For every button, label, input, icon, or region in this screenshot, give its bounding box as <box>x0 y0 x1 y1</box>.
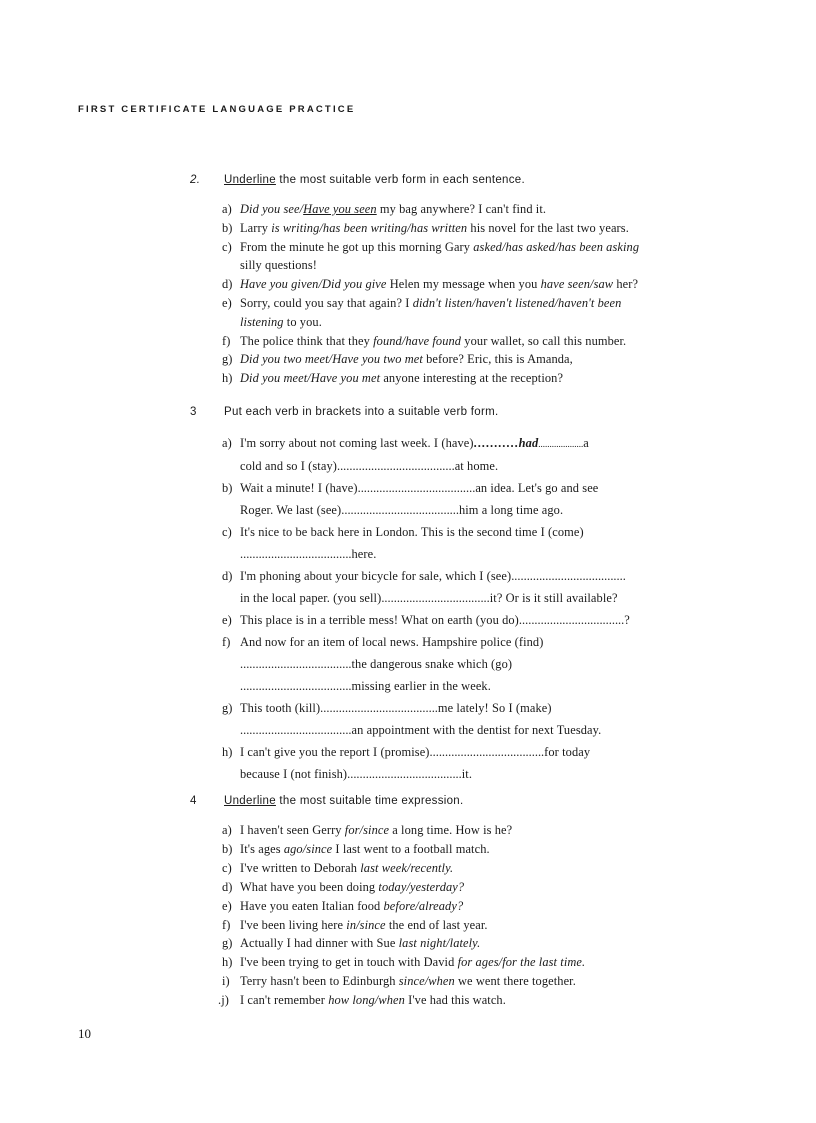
exercise-number: 3 <box>190 406 197 418</box>
list-item: d) I'm phoning about your bicycle for sale, which I (see)..................................... in the local paper. (you sell)...................................it? Or is it still available? <box>222 569 626 605</box>
exercise-number: 4 <box>190 795 197 807</box>
list-item: h) I've been trying to get in touch with David for ages/for the last time. <box>222 955 586 970</box>
running-header: FIRST CERTIFICATE LANGUAGE PRACTICE <box>78 104 356 115</box>
exercise-4 <box>190 795 750 1008</box>
list-item: a) I'm sorry about not coming last week. I (have)...........had....................a cold and so I (stay)......................................at home. <box>222 436 589 473</box>
list-item: b) Larry is writing/has been writing/has written his novel for the last two years. <box>222 220 629 235</box>
list-item: e) This place is in a terrible mess! What on earth (you do)..................................? <box>222 613 630 627</box>
list-item: f) The police think that they found/have found your wallet, so call this number. <box>222 333 627 348</box>
list-item: a) Did you see/Have you seen my bag anywhere? I can't find it. <box>222 202 547 216</box>
list-item: a) I haven't seen Gerry for/since a long time. How is he? <box>222 823 513 837</box>
exercise-2 <box>190 174 750 386</box>
exercise-3-items <box>222 432 732 785</box>
exercise-number: 2. <box>190 174 201 186</box>
list-item: d) What have you been doing today/yesterday? <box>222 879 465 894</box>
list-item: d) Have you given/Did you give Helen my message when you have seen/saw her? <box>222 277 639 292</box>
list-item: c) It's nice to be back here in London. This is the second time I (come) ....................................here. <box>222 525 584 561</box>
exercise-instruction: Underline the most suitable verb form in each sentence. <box>224 174 525 186</box>
list-item: h) I can't give you the report I (promise).....................................for today because I (not finish).....................................it. <box>222 745 591 781</box>
list-item: e) Sorry, could you say that again? I didn't listen/haven't listened/haven't been listening to you. <box>222 295 622 329</box>
exercise-instruction: Underline the most suitable time expression. <box>224 795 464 807</box>
list-item: g) This tooth (kill)......................................me lately! So I (make) ....................................an appointment with the dentist for next Tuesday. <box>222 701 602 737</box>
list-item: g) Actually I had dinner with Sue last night/lately. <box>222 936 481 951</box>
list-item: g) Did you two meet/Have you two met before? Eric, this is Amanda, <box>222 352 573 367</box>
page-number: 10 <box>78 1026 91 1041</box>
list-item: i) Terry hasn't been to Edinburgh since/when we went there together. <box>222 974 576 989</box>
list-item: c) I've written to Deborah last week/recently. <box>222 860 454 875</box>
list-item: h) Did you meet/Have you met anyone interesting at the reception? <box>222 371 564 386</box>
exercise-instruction: Put each verb in brackets into a suitable verb form. <box>224 406 499 418</box>
exercise-2-heading <box>190 174 750 186</box>
exercise-3 <box>190 406 750 781</box>
list-item: c) From the minute he got up this morning Gary asked/has asked/has been asking silly questions! <box>222 239 640 273</box>
list-item: b) It's ages ago/since I last went to a football match. <box>222 841 490 856</box>
exercise-2-items <box>222 200 732 388</box>
list-item: f) I've been living here in/since the end of last year. <box>222 917 488 932</box>
list-item: e) Have you eaten Italian food before/already? <box>222 898 464 913</box>
exercise-4-items <box>218 821 732 1010</box>
exercise-3-heading <box>190 406 750 418</box>
list-item: b) Wait a minute! I (have)......................................an idea. Let's go and see Roger. We last (see)......................................him a long time ago. <box>222 481 599 517</box>
answer-example: had <box>518 436 539 450</box>
list-item: f) And now for an item of local news. Hampshire police (find) ....................................the dangerous snake which (go) ....................................missing earlier in the week. <box>222 635 544 693</box>
list-item: .j) I can't remember how long/when I've had this watch. <box>218 993 506 1008</box>
exercise-4-heading <box>190 795 750 807</box>
